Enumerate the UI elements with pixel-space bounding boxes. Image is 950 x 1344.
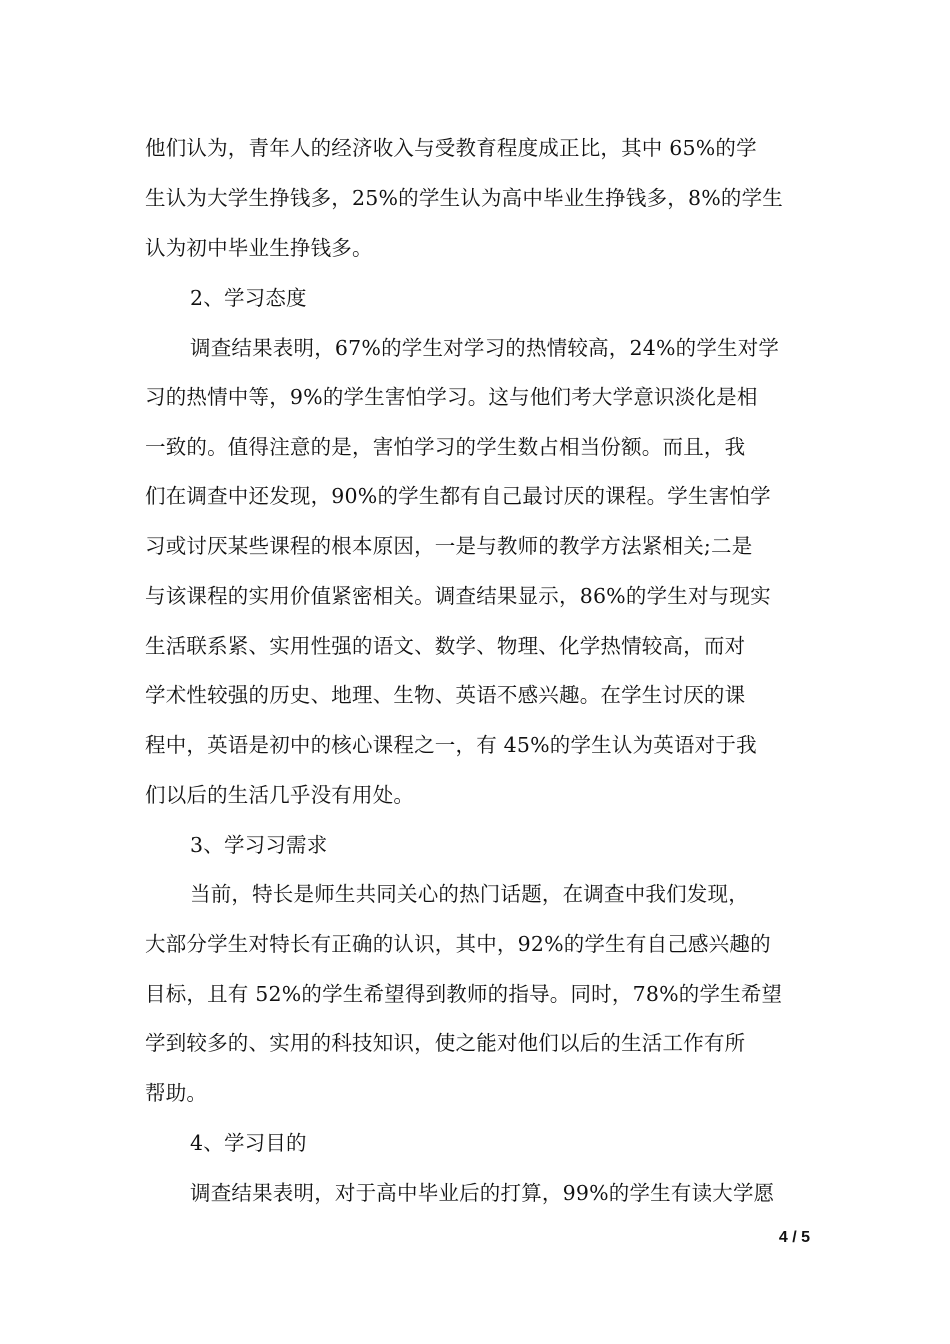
page-number: 4 / 5 bbox=[778, 1229, 810, 1246]
text-line-18: 目标，且有 52%的学生希望得到教师的指导。同时，78%的学生希望 bbox=[145, 982, 783, 1006]
text-line-2: 生认为大学生挣钱多，25%的学生认为高中毕业生挣钱多，8%的学生 bbox=[145, 186, 783, 210]
text-line-17: 大部分学生对特长有正确的认识，其中，92%的学生有自己感兴趣的 bbox=[145, 932, 771, 956]
text-line-12: 学术性较强的历史、地理、生物、英语不感兴趣。在学生讨厌的课 bbox=[145, 683, 746, 707]
text-line-11: 生活联系紧、实用性强的语文、数学、物理、化学热情较高，而对 bbox=[145, 634, 746, 658]
section-heading-learning-goals: 4、学习目的 bbox=[190, 1131, 307, 1155]
text-line-8: 们在调查中还发现，90%的学生都有自己最讨厌的课程。学生害怕学 bbox=[145, 484, 771, 508]
text-line-20: 帮助。 bbox=[145, 1081, 208, 1105]
text-line-6: 习的热情中等，9%的学生害怕学习。这与他们考大学意识淡化是相 bbox=[145, 385, 758, 409]
section-heading-learning-needs: 3、学习习需求 bbox=[190, 833, 328, 857]
text-line-16: 当前，特长是师生共同关心的热门话题，在调查中我们发现， bbox=[190, 882, 749, 906]
text-line-1: 他们认为，青年人的经济收入与受教育程度成正比，其中 65%的学 bbox=[145, 136, 757, 160]
text-line-10: 与该课程的实用价值紧密相关。调查结果显示，86%的学生对与现实 bbox=[145, 584, 771, 608]
section-heading-learning-attitude: 2、学习态度 bbox=[190, 286, 307, 310]
text-line-13: 程中，英语是初中的核心课程之一，有 45%的学生认为英语对于我 bbox=[145, 733, 757, 757]
text-line-19: 学到较多的、实用的科技知识，使之能对他们以后的生活工作有所 bbox=[145, 1031, 746, 1055]
text-line-22: 调查结果表明，对于高中毕业后的打算，99%的学生有读大学愿 bbox=[190, 1181, 775, 1205]
text-line-7: 一致的。值得注意的是，害怕学习的学生数占相当份额。而且，我 bbox=[145, 435, 746, 459]
text-line-9: 习或讨厌某些课程的根本原因，一是与教师的教学方法紧相关;二是 bbox=[145, 534, 753, 558]
text-line-3: 认为初中毕业生挣钱多。 bbox=[145, 236, 373, 260]
text-line-5: 调查结果表明，67%的学生对学习的热情较高，24%的学生对学 bbox=[190, 336, 780, 360]
text-line-14: 们以后的生活几乎没有用处。 bbox=[145, 783, 415, 807]
